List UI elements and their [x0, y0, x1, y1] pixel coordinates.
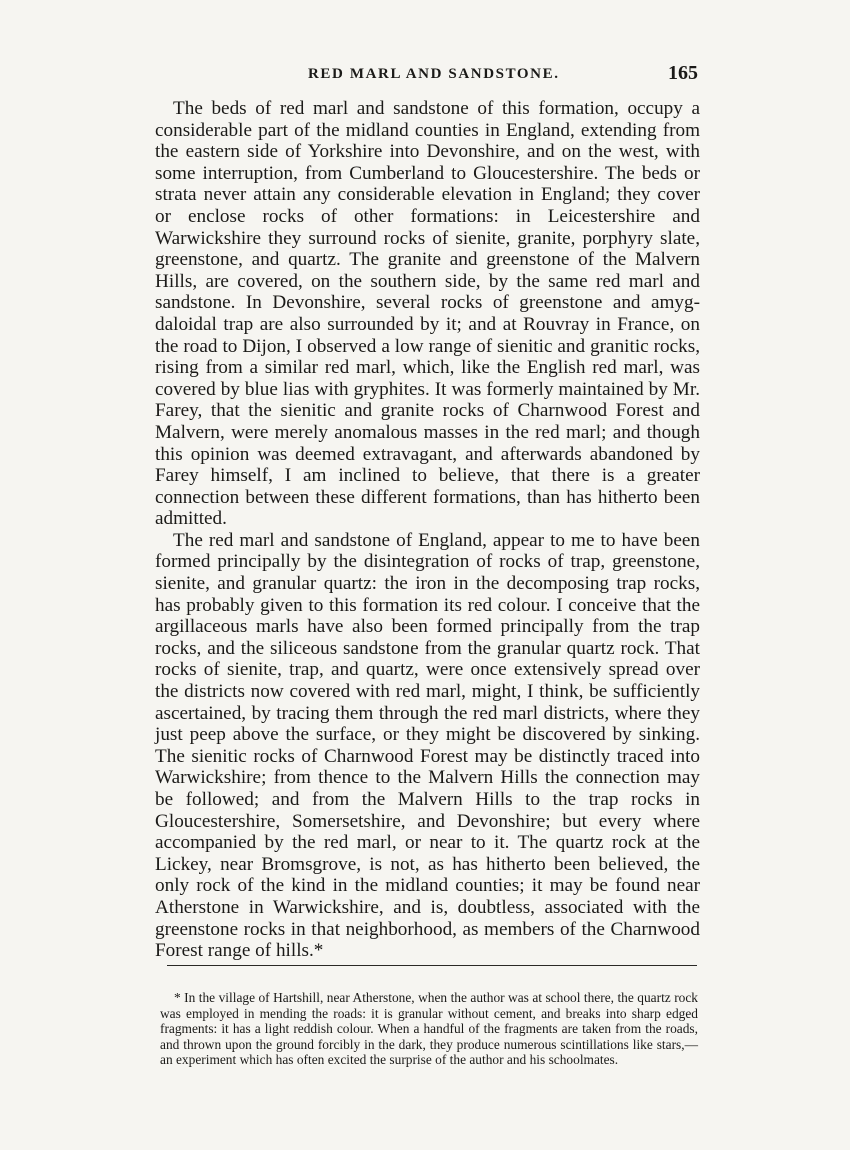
footnote-text: * In the village of Hartshill, near Atherstone, when the author was at school there, the quartz rock was employed in mending the roads: it is granular without cement, and breaks into sharp edged fragments: it has a light reddish colour. When a handful of the fragments are taken from the roads, and thrown upon the ground forcibly in the dark, they produce numerous scintillations like stars,—an experiment which has often excited the surprise of the author and his schoolmates.: [160, 990, 698, 1068]
running-title: RED MARL AND SANDSTONE.: [308, 66, 560, 82]
footnote-divider: [167, 965, 697, 966]
page-header: [158, 62, 698, 92]
footnote: [160, 990, 698, 1068]
paragraph-2: The red marl and sandstone of England, appear to me to have been formed principally by the disintegration of rocks of trap, greenstone, sienite, and granular quartz: the iron in the decomposing trap rocks, has probably given to this formation its red colour. I conceive that the argillaceous marls have also been formed principally from the trap rocks, and the siliceous sandstone from the granular quartz rock. That rocks of sienite, trap, and quartz, were once extensively spread over the districts now covered with red marl, might, I think, be sufficiently ascertained, by tracing them through the red marl districts, where they just peep above the surface, or they might be discovered by sinking. The sienitic rocks of Charnwood Forest may be distinctly traced into Warwickshire; from thence to the Malvern Hills the connection may be followed; and from the Malvern Hills to the trap rocks in Gloucestershire, Somersetshire, and Devonshire; but every where accompanied by the red marl, or near to it. The quartz rock at the Lickey, near Bromsgrove, is not, as has hitherto been believed, the only rock of the kind in the midland counties; it may be found near Atherstone in Warwickshire, and is, doubtless, associated with the greenstone rocks in that neighborhood, as members of the Charnwood Forest range of hills.*: [155, 529, 700, 962]
main-text: [155, 98, 700, 962]
paragraph-1: The beds of red marl and sandstone of this formation, occupy a considerable part of the midland counties in England, extending from the eastern side of Yorkshire into Devonshire, and on the west, with some interruption, from Cumberland to Gloucestershire. The beds or strata never attain any considerable elevation in England; they cover or enclose rocks of other formations: in Leicestershire and Warwickshire they surround rocks of sienite, granite, porphyry slate, greenstone, and quartz. The granite and greenstone of the Malvern Hills, are covered, on the southern side, by the same red marl and sandstone. In Devonshire, several rocks of greenstone and amygdaloidal trap are also surrounded by it; and at Rouvray in France, on the road to Dijon, I observed a low range of sienitic and granitic rocks, rising from a similar red marl, which, like the English red marl, was covered by blue lias with gryphites. It was formerly maintained by Mr. Farey, that the sienitic and granite rocks of Charnwood Forest and Malvern, were merely anomalous masses in the red marl; and though this opinion was deemed extravagant, and afterwards abandoned by Farey himself, I am inclined to believe, that there is a greater connection between these different formations, than has hitherto been admitted.: [155, 98, 700, 530]
page-number: 165: [668, 62, 698, 84]
